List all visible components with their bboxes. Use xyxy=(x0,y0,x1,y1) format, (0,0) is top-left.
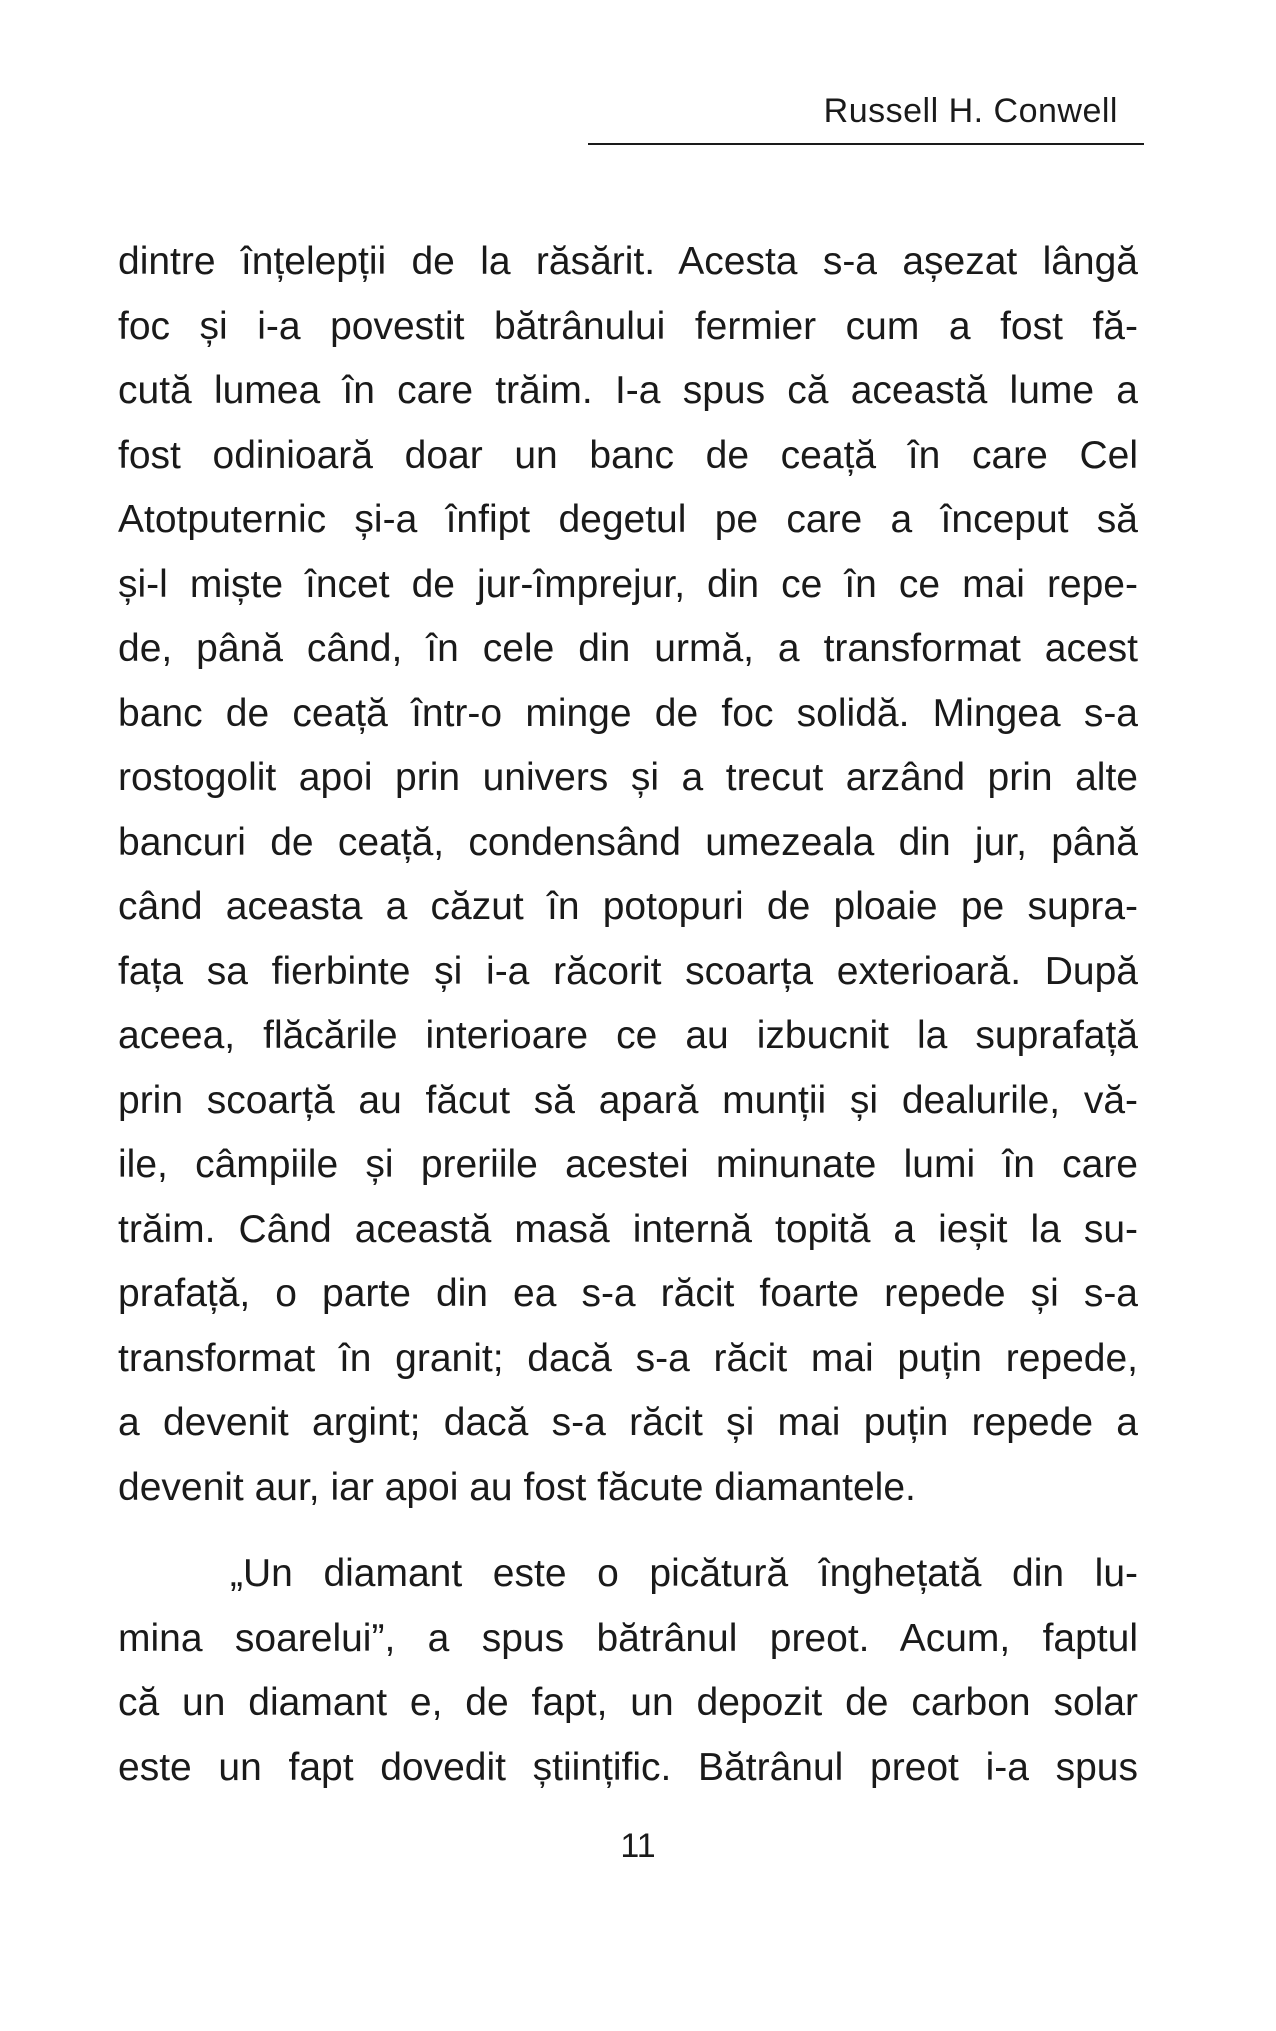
text-line: prin scoarță au făcut să apară munții și dealurile, vă- xyxy=(118,1078,1138,1122)
text-line: este un fapt dovedit științific. Bătrânul preot i-a spus xyxy=(118,1745,1138,1789)
text-line: „Un diamant este o picătură înghețată din lu- xyxy=(230,1552,1138,1595)
text-line: transformat în granit; dacă s-a răcit mai puțin repede, xyxy=(118,1336,1138,1380)
text-line: bancuri de ceață, condensând umezeala din jur, până xyxy=(118,820,1138,864)
paragraph-1 xyxy=(118,230,1138,1520)
text-line: când aceasta a căzut în potopuri de ploaie pe supra- xyxy=(118,885,1138,928)
text-line: de, până când, în cele din urmă, a transformat acest xyxy=(118,627,1138,670)
text-line: mina soarelui”, a spus bătrânul preot. Acum, faptul xyxy=(118,1616,1138,1660)
text-line: Atotputernic și-a înfipt degetul pe care a început să xyxy=(118,498,1138,541)
text-line: cută lumea în care trăim. I-a spus că această lume a xyxy=(118,369,1138,412)
text-line: foc și i-a povestit bătrânului fermier cum a fost fă- xyxy=(118,304,1138,348)
text-line: devenit aur, iar apoi au fost făcute diamantele. xyxy=(118,1465,916,1509)
text-line: fost odinioară doar un banc de ceață în care Cel xyxy=(118,433,1138,477)
text-line: banc de ceață într-o minge de foc solidă. Mingea s-a xyxy=(118,691,1138,735)
header-author: Russell H. Conwell xyxy=(823,92,1118,130)
text-line: a devenit argint; dacă s-a răcit și mai puțin repede a xyxy=(118,1401,1138,1444)
text-line: fața sa fierbinte și i-a răcorit scoarța exterioară. După xyxy=(118,949,1138,993)
paragraph-2 xyxy=(118,1542,1138,1800)
text-line: trăim. Când această masă internă topită a ieșit la su- xyxy=(118,1207,1138,1251)
text-line: ile, câmpiile și preriile acestei minunate lumi în care xyxy=(118,1143,1138,1186)
text-line: că un diamant e, de fapt, un depozit de carbon solar xyxy=(118,1681,1138,1724)
text-line: dintre înțelepții de la răsărit. Acesta s-a așezat lângă xyxy=(118,240,1138,283)
text-line: și-l miște încet de jur-împrejur, din ce în ce mai repe- xyxy=(118,562,1138,606)
text-line: aceea, flăcările interioare ce au izbucnit la suprafață xyxy=(118,1014,1138,1057)
body-text xyxy=(118,230,1138,1800)
text-line: prafață, o parte din ea s-a răcit foarte repede și s-a xyxy=(118,1272,1138,1315)
page-number: 11 xyxy=(620,1827,656,1865)
text-line: rostogolit apoi prin univers și a trecut arzând prin alte xyxy=(118,756,1138,799)
running-header xyxy=(588,88,1144,145)
